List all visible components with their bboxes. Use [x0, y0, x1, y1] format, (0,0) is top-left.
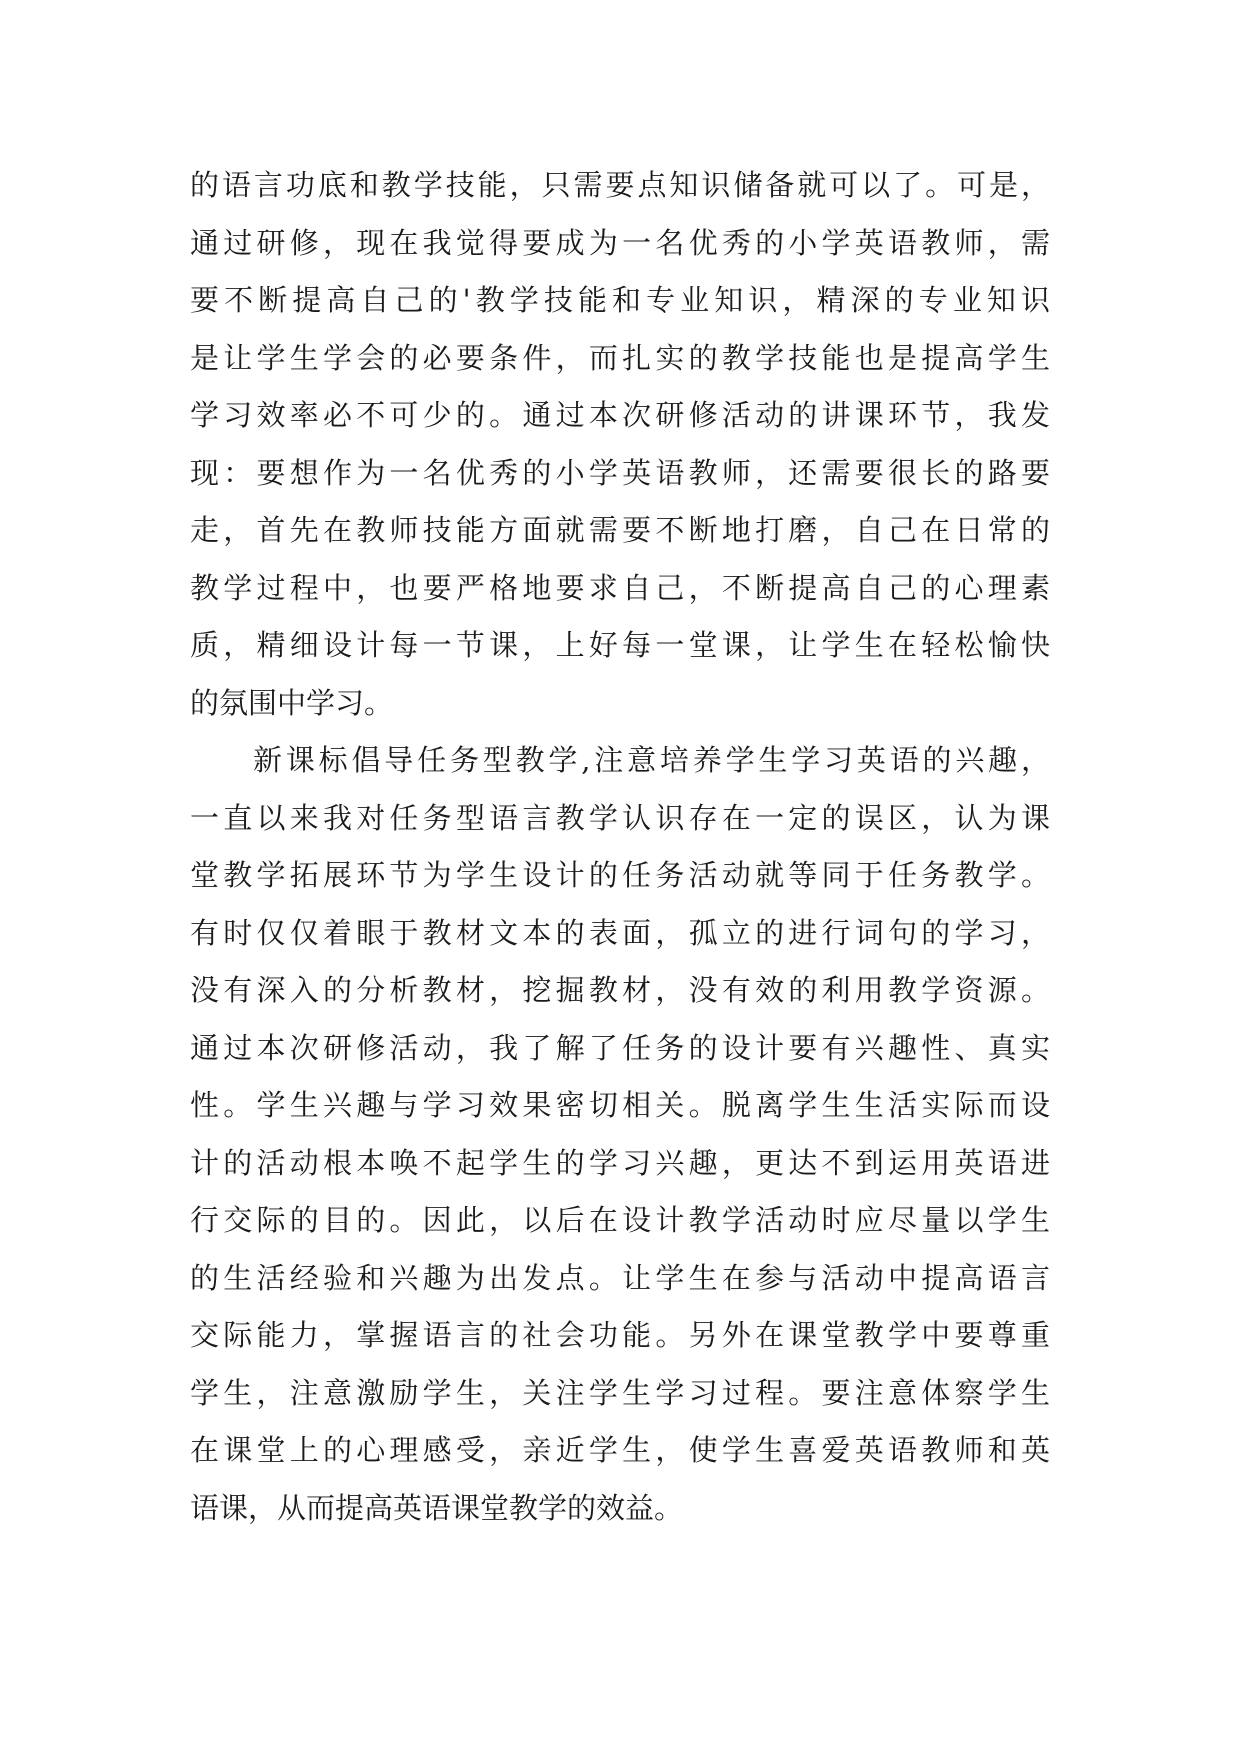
paragraph-line: 没有深入的分析教材，挖掘教材，没有效的利用教学资源。 [190, 973, 1050, 1007]
paragraph-line: 学习效率必不可少的。通过本次研修活动的讲课环节，我发 [190, 398, 1050, 432]
paragraph-line: 现：要想作为一名优秀的小学英语教师，还需要很长的路要 [190, 455, 1050, 490]
paragraph-line: 教学过程中，也要严格地要求自己，不断提高自己的心理素 [190, 570, 1050, 605]
paragraph-line: 交际能力，掌握语言的社会功能。另外在课堂教学中要尊重 [190, 1318, 1050, 1352]
paragraph-line: 堂教学拓展环节为学生设计的任务活动就等同于任务教学。 [190, 858, 1050, 892]
paragraph-line: 一直以来我对任务型语言教学认识存在一定的误区，认为课 [190, 800, 1050, 835]
paragraph-line: 的语言功底和教学技能，只需要点知识储备就可以了。可是， [190, 168, 1050, 202]
paragraph-line: 走，首先在教师技能方面就需要不断地打磨，自己在日常的 [190, 513, 1050, 547]
paragraph-line: 学生，注意激励学生，关注学生学习过程。要注意体察学生 [190, 1375, 1050, 1410]
paragraph-line: 行交际的目的。因此，以后在设计教学活动时应尽量以学生 [190, 1203, 1050, 1237]
paragraph-2 [190, 732, 1050, 1537]
paragraph-line: 的氛围中学习。 [190, 685, 394, 720]
paragraph-line: 有时仅仅着眼于教材文本的表面，孤立的进行词句的学习， [190, 915, 1050, 950]
paragraph-line: 是让学生学会的必要条件，而扎实的教学技能也是提高学生 [190, 340, 1050, 375]
paragraph-line: 通过研修，现在我觉得要成为一名优秀的小学英语教师，需 [190, 225, 1050, 260]
paragraph-line: 质，精细设计每一节课，上好每一堂课，让学生在轻松愉快 [190, 628, 1050, 662]
paragraph-line: 新课标倡导任务型教学,注意培养学生学习英语的兴趣， [253, 743, 1050, 777]
paragraph-line: 通过本次研修活动，我了解了任务的设计要有兴趣性、真实 [190, 1030, 1050, 1065]
paragraph-line: 性。学生兴趣与学习效果密切相关。脱离学生生活实际而设 [190, 1088, 1050, 1122]
paragraph-line: 的生活经验和兴趣为出发点。让学生在参与活动中提高语言 [190, 1260, 1050, 1295]
paragraph-line: 在课堂上的心理感受，亲近学生，使学生喜爱英语教师和英 [190, 1433, 1050, 1467]
paragraph-1 [190, 157, 1050, 732]
paragraph-line: 语课，从而提高英语课堂教学的效益。 [190, 1490, 684, 1525]
paragraph-line: 计的活动根本唤不起学生的学习兴趣，更达不到运用英语进 [190, 1145, 1050, 1180]
paragraph-line: 要不断提高自己的'教学技能和专业知识，精深的专业知识 [190, 283, 1050, 317]
